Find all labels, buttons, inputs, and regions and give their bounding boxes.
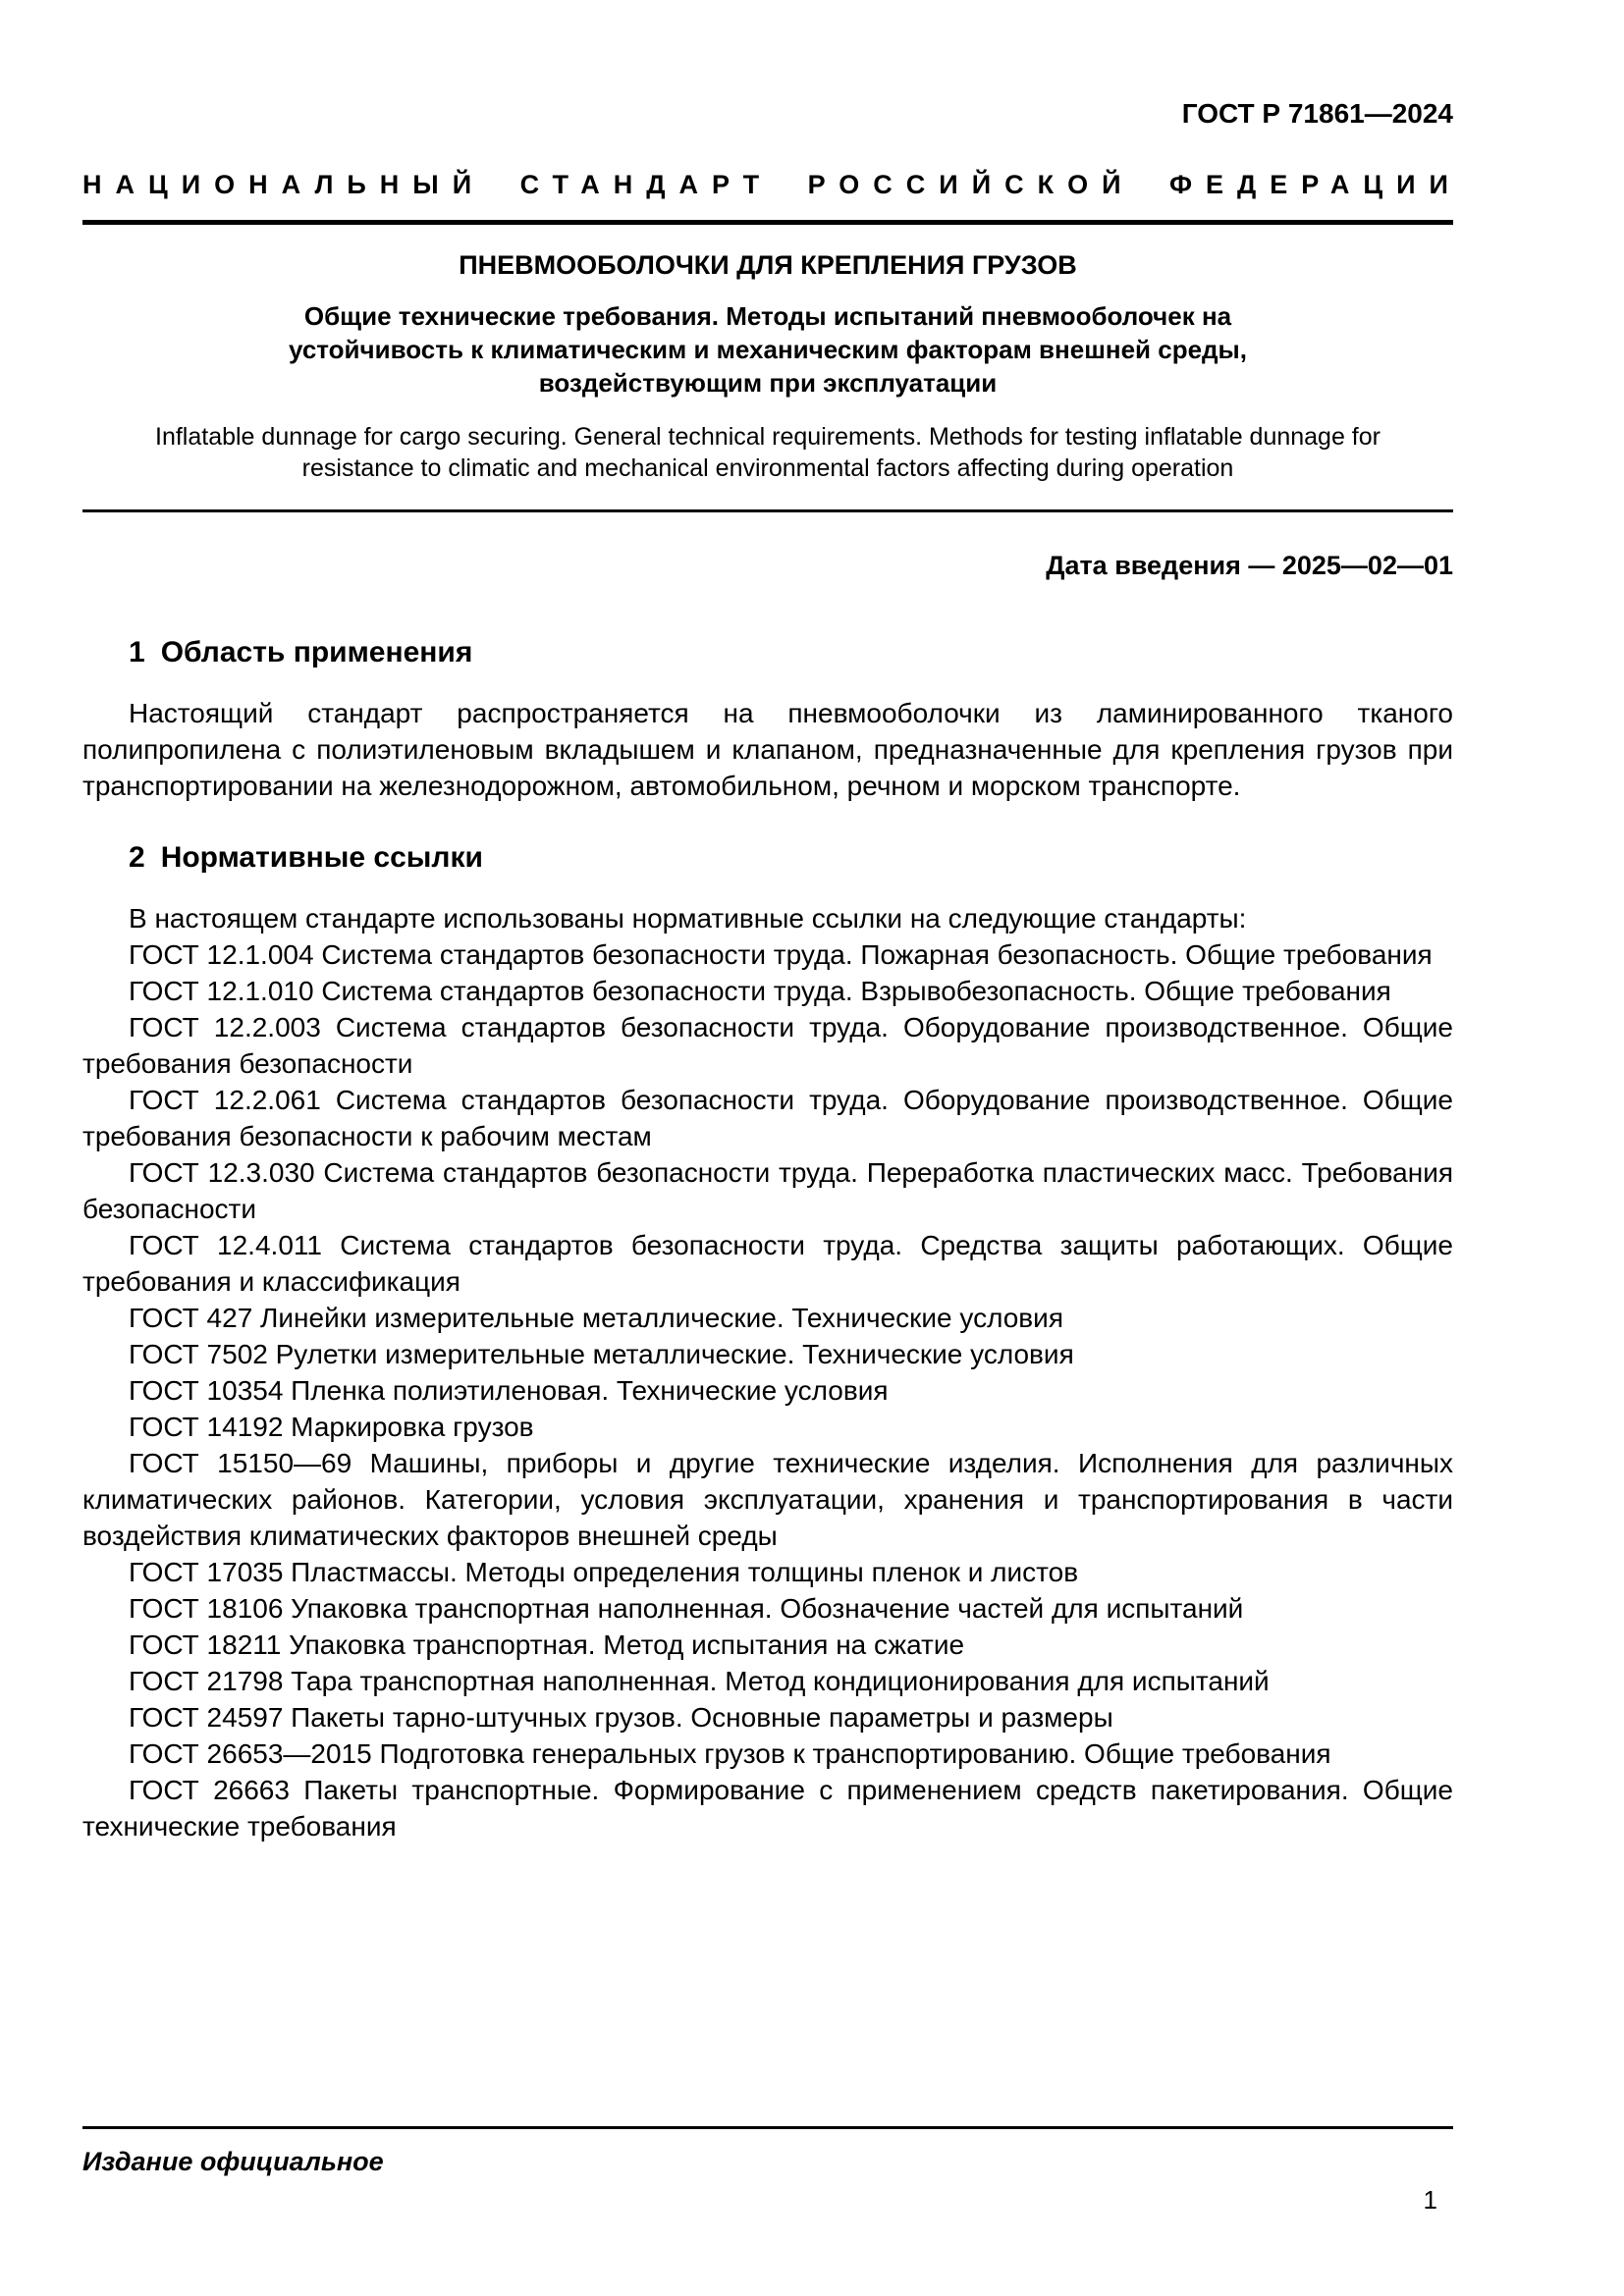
section-number: 2 — [129, 841, 145, 874]
section-1-heading — [82, 634, 1453, 671]
section-2-heading — [82, 839, 1453, 877]
references-intro-paragraph: В настоящем стандарте использованы нормативные ссылки на следующие стандарты: — [129, 903, 1247, 934]
section-title: Нормативные ссылки — [160, 841, 483, 874]
reference-item: ГОСТ 7502 Рулетки измерительные металлические. Технические условия — [129, 1339, 1074, 1369]
reference-item: ГОСТ 12.4.011 Система стандартов безопасности труда. Средства защиты работающих. Общие требования и классификация — [82, 1230, 1453, 1297]
reference-item: ГОСТ 12.2.003 Система стандартов безопасности труда. Оборудование производственное. Общие требования безопасности — [82, 1012, 1453, 1079]
section-2-body — [82, 900, 1453, 1844]
section-1-body — [82, 695, 1453, 804]
page-number: 1 — [1423, 2185, 1437, 2215]
reference-item: ГОСТ 12.1.010 Система стандартов безопасности труда. Взрывобезопасность. Общие требования — [129, 976, 1391, 1006]
reference-item: ГОСТ 14192 Маркировка грузов — [129, 1412, 534, 1442]
scope-paragraph: Настоящий стандарт распространяется на пневмооболочки из ламинированного тканого полипропилена с полиэтиленовым вкладышем и клапаном, предназначенные для крепления грузов при транспортировании на железнодорожном, автомобильном, речном и морском транспорте. — [82, 698, 1453, 801]
doc-title: ПНЕВМООБОЛОЧКИ ДЛЯ КРЕПЛЕНИЯ ГРУЗОВ — [459, 250, 1077, 280]
reference-item: ГОСТ 18211 Упаковка транспортная. Метод испытания на сжатие — [129, 1629, 965, 1660]
section-scope — [82, 634, 1453, 804]
effective-date: Дата введения — 2025—02—01 — [1046, 551, 1453, 580]
reference-item: ГОСТ 10354 Пленка полиэтиленовая. Технические условия — [129, 1375, 889, 1406]
doc-subtitle: Общие технические требования. Методы испытаний пневмооболочек на устойчивость к климатическим и механическим факторам внешней среды, воздействующим при эксплуатации — [289, 301, 1247, 398]
reference-item: ГОСТ 26653—2015 Подготовка генеральных грузов к транспортированию. Общие требования — [129, 1738, 1331, 1769]
doc-title-english: Inflatable dunnage for cargo securing. General technical requirements. Methods for testing inflatable dunnage for resistance to climatic and mechanical environmental factors affecting during operation — [155, 423, 1380, 482]
doc-code: ГОСТ Р 71861—2024 — [1181, 98, 1453, 129]
reference-item: ГОСТ 12.2.061 Система стандартов безопасности труда. Оборудование производственное. Общие требования безопасности к рабочим местам — [82, 1085, 1453, 1151]
reference-item: ГОСТ 21798 Тара транспортная наполненная. Метод кондиционирования для испытаний — [129, 1666, 1270, 1696]
footer-rule — [82, 2126, 1453, 2129]
section-title: Область применения — [160, 636, 473, 668]
reference-item: ГОСТ 17035 Пластмассы. Методы определения толщины пленок и листов — [129, 1557, 1079, 1587]
reference-item: ГОСТ 12.3.030 Система стандартов безопасности труда. Переработка пластических масс. Требования безопасности — [82, 1157, 1453, 1224]
reference-item: ГОСТ 12.1.004 Система стандартов безопасности труда. Пожарная безопасность. Общие требования — [129, 939, 1433, 970]
header-rule — [82, 220, 1453, 225]
reference-item: ГОСТ 427 Линейки измерительные металлические. Технические условия — [129, 1303, 1063, 1333]
reference-item: ГОСТ 18106 Упаковка транспортная наполненная. Обозначение частей для испытаний — [129, 1593, 1244, 1624]
standard-type-heading: НАЦИОНАЛЬНЫЙ СТАНДАРТ РОССИЙСКОЙ ФЕДЕРАЦИИ — [82, 170, 1462, 199]
reference-item: ГОСТ 26663 Пакеты транспортные. Формирование с применением средств пакетирования. Общие технические требования — [82, 1775, 1453, 1842]
edition-note: Издание официальное — [82, 2147, 384, 2176]
section-normative-references — [82, 839, 1453, 1844]
section-number: 1 — [129, 636, 145, 668]
title-rule — [82, 509, 1453, 512]
reference-item: ГОСТ 15150—69 Машины, приборы и другие технические изделия. Исполнения для различных климатических районов. Категории, условия эксплуатации, хранения и транспортирования в части воздействия климатических факторов внешней среды — [82, 1448, 1453, 1551]
reference-item: ГОСТ 24597 Пакеты тарно-штучных грузов. Основные параметры и размеры — [129, 1702, 1113, 1733]
